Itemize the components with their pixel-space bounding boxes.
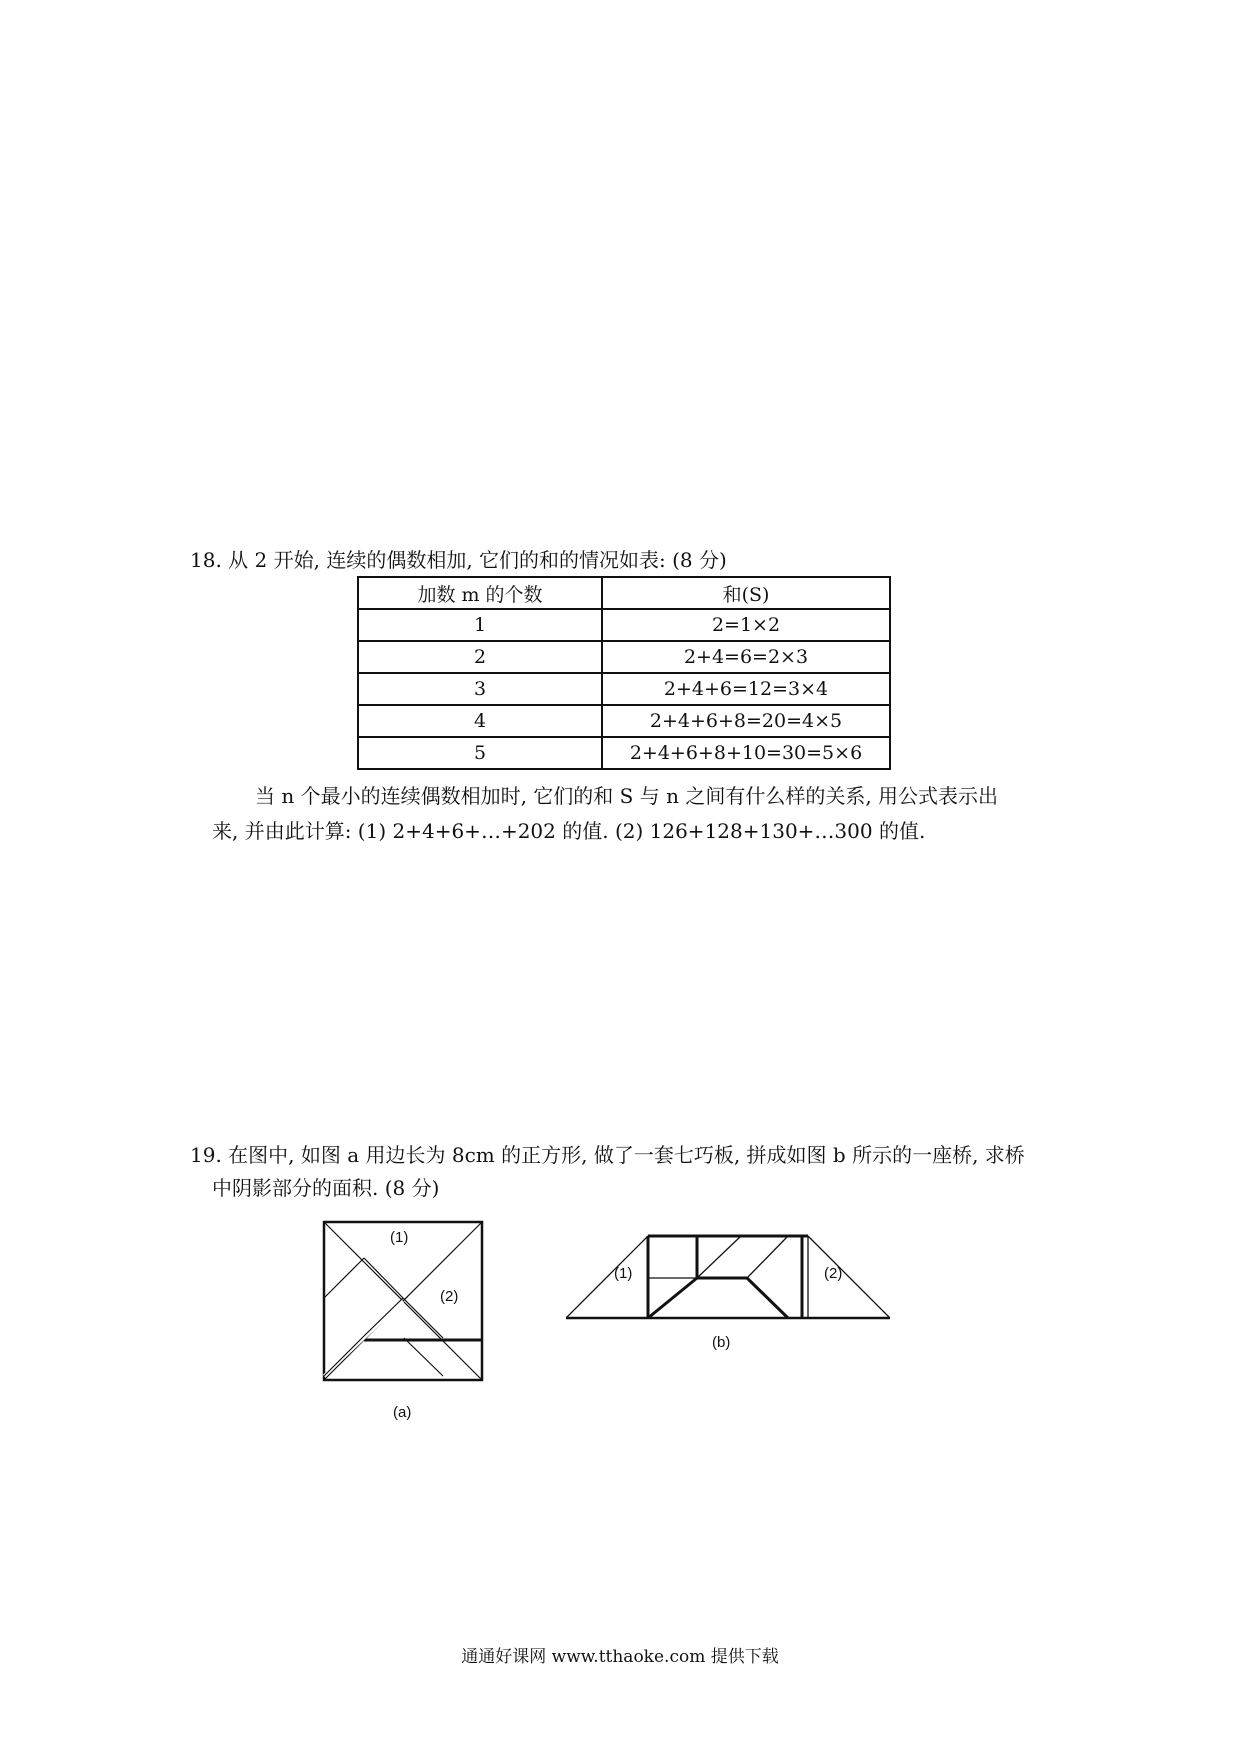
tangram-line — [324, 1258, 364, 1298]
bridge-diagonal — [697, 1236, 741, 1278]
bridge-diagonal — [747, 1236, 788, 1278]
table-header-count: 加数 m 的个数 — [358, 577, 602, 609]
q19-line2: 中阴影部分的面积. (8 分) — [212, 1176, 440, 1200]
table-row — [358, 609, 890, 641]
tangram-line — [324, 1336, 364, 1376]
footer-credit: 通通好课网 www.tthaoke.com 提供下载 — [461, 1647, 779, 1667]
table-cell: 4 — [358, 705, 602, 737]
sum-table — [357, 576, 891, 770]
q19-line1: 19. 在图中, 如图 a 用边长为 8cm 的正方形, 做了一套七巧板, 拼成如图 b 所示的一座桥, 求桥 — [190, 1143, 1025, 1167]
tangram-line — [403, 1298, 443, 1338]
table-cell: 2 — [358, 641, 602, 673]
fig-a-caption: (a) — [393, 1404, 412, 1421]
table-cell: 1 — [358, 609, 602, 641]
table-cell: 2=1×2 — [602, 609, 890, 641]
tangram-line — [364, 1258, 403, 1298]
tangram-line — [404, 1338, 443, 1376]
table-cell: 2+4=6=2×3 — [602, 641, 890, 673]
table-cell: 5 — [358, 737, 602, 769]
bridge-arch-right — [747, 1278, 788, 1318]
table-cell: 2+4+6+8+10=30=5×6 — [602, 737, 890, 769]
fig-a-piece2-label: (2) — [440, 1288, 459, 1305]
table-row — [358, 641, 890, 673]
fig-a-piece1-label: (1) — [390, 1229, 409, 1246]
table-header-row — [358, 577, 890, 609]
table-cell: 2+4+6=12=3×4 — [602, 673, 890, 705]
table-header-sum: 和(S) — [602, 577, 890, 609]
table-row — [358, 737, 890, 769]
bridge-arch-left — [648, 1278, 697, 1318]
tangram-line — [364, 1298, 403, 1336]
table-cell: 2+4+6+8=20=4×5 — [602, 705, 890, 737]
table-cell: 3 — [358, 673, 602, 705]
table-row — [358, 673, 890, 705]
q18-line1: 当 n 个最小的连续偶数相加时, 它们的和 S 与 n 之间有什么样的关系, 用公式表示出 — [255, 784, 999, 808]
bridge-left-slope — [566, 1236, 648, 1318]
fig-b-piece2-label: (2) — [824, 1265, 843, 1282]
table-row — [358, 705, 890, 737]
fig-b-piece1-label: (1) — [614, 1265, 633, 1282]
bridge-right-slope — [808, 1236, 890, 1318]
q18-heading: 18. 从 2 开始, 连续的偶数相加, 它们的和的情况如表: (8 分) — [190, 548, 727, 572]
q18-line2: 来, 并由此计算: (1) 2+4+6+…+202 的值. (2) 126+128+130+…300 的值. — [212, 819, 926, 843]
fig-b-caption: (b) — [712, 1334, 731, 1351]
